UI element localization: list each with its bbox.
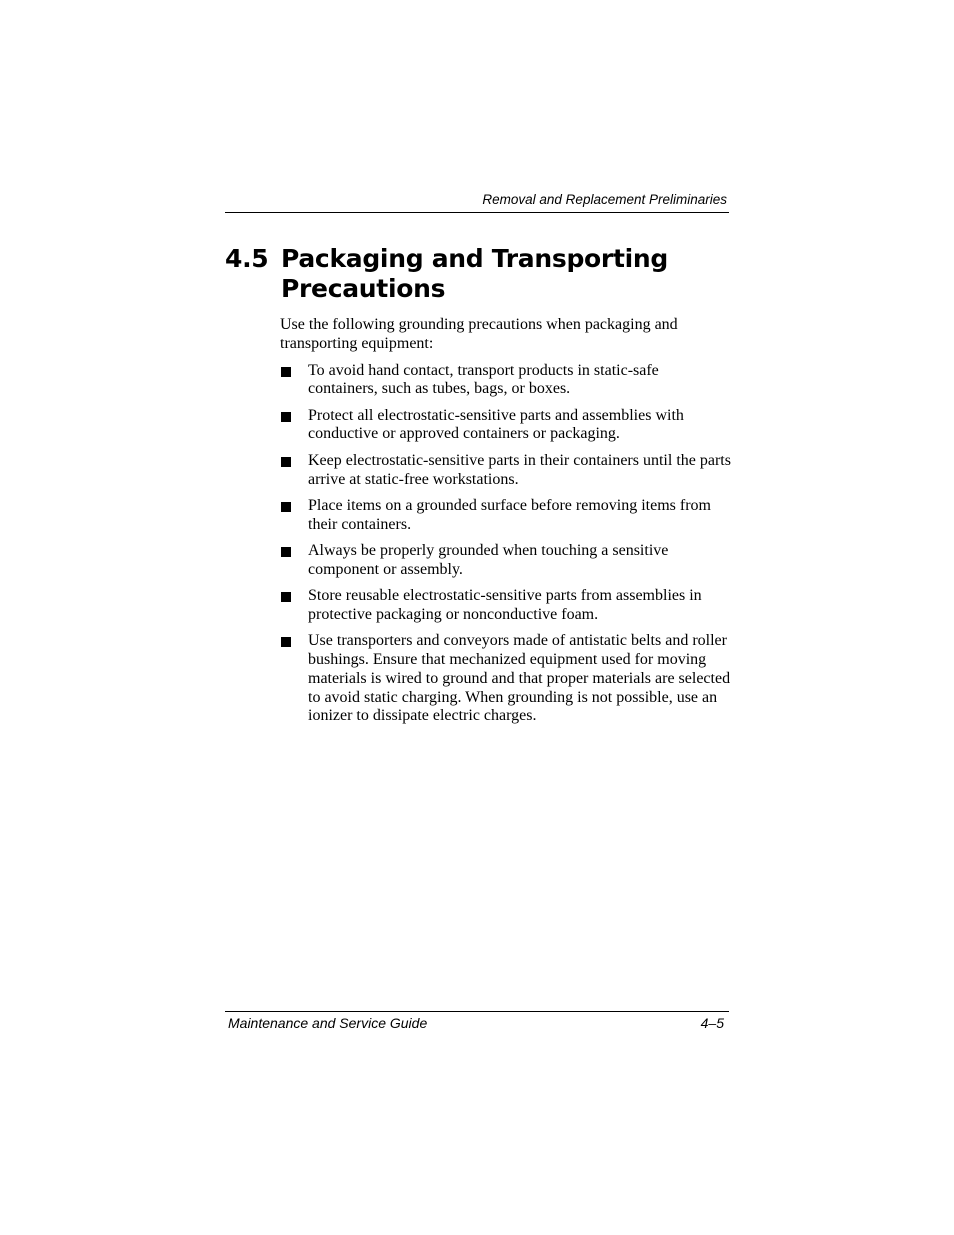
- footer-guide-title: Maintenance and Service Guide: [228, 1015, 428, 1031]
- square-bullet-icon: [281, 502, 291, 512]
- footer-page-number: 4–5: [700, 1015, 724, 1031]
- square-bullet-icon: [281, 457, 291, 467]
- list-item: [280, 587, 732, 625]
- list-item-text: Use transporters and conveyors made of antistatic belts and roller bushings. Ensure that mechanized equipment used for moving materials is wired to ground and that proper materials are selected to avoid static charging. When grounding is not possible, use an ionizer to dissipate electric charges.: [308, 632, 731, 725]
- square-bullet-icon: [281, 592, 291, 602]
- square-bullet-icon: [281, 367, 291, 377]
- list-item-text: To avoid hand contact, transport products in static-safe containers, such as tubes, bags, or boxes.: [308, 361, 659, 398]
- section-heading: [225, 244, 745, 304]
- list-item-text: Keep electrostatic-sensitive parts in their containers until the parts arrive at static-free workstations.: [308, 451, 731, 488]
- intro-paragraph: Use the following grounding precautions when packaging and transporting equipment:: [280, 316, 678, 352]
- list-item: [280, 632, 732, 726]
- square-bullet-icon: [281, 412, 291, 422]
- square-bullet-icon: [281, 547, 291, 557]
- list-item: [280, 362, 732, 400]
- list-item-text: Place items on a grounded surface before removing items from their containers.: [308, 496, 711, 533]
- list-item: [280, 407, 732, 445]
- section-body: [280, 316, 732, 734]
- list-item: [280, 542, 732, 580]
- section-title-line-2: Precautions: [281, 274, 446, 303]
- precautions-list: [280, 362, 732, 727]
- running-header: [225, 190, 729, 213]
- section-title-line-1: Packaging and Transporting: [281, 244, 668, 273]
- running-header-title: Removal and Replacement Preliminaries: [482, 192, 727, 207]
- list-item-text: Protect all electrostatic-sensitive parts and assemblies with conductive or approved containers or packaging.: [308, 406, 684, 443]
- list-item: [280, 497, 732, 535]
- list-item-text: Store reusable electrostatic-sensitive parts from assemblies in protective packaging or nonconductive foam.: [308, 587, 702, 623]
- section-number: 4.5: [225, 244, 269, 273]
- running-footer: [225, 1011, 729, 1034]
- list-item-text: Always be properly grounded when touching a sensitive component or assembly.: [308, 541, 669, 578]
- square-bullet-icon: [281, 637, 291, 647]
- list-item: [280, 452, 732, 490]
